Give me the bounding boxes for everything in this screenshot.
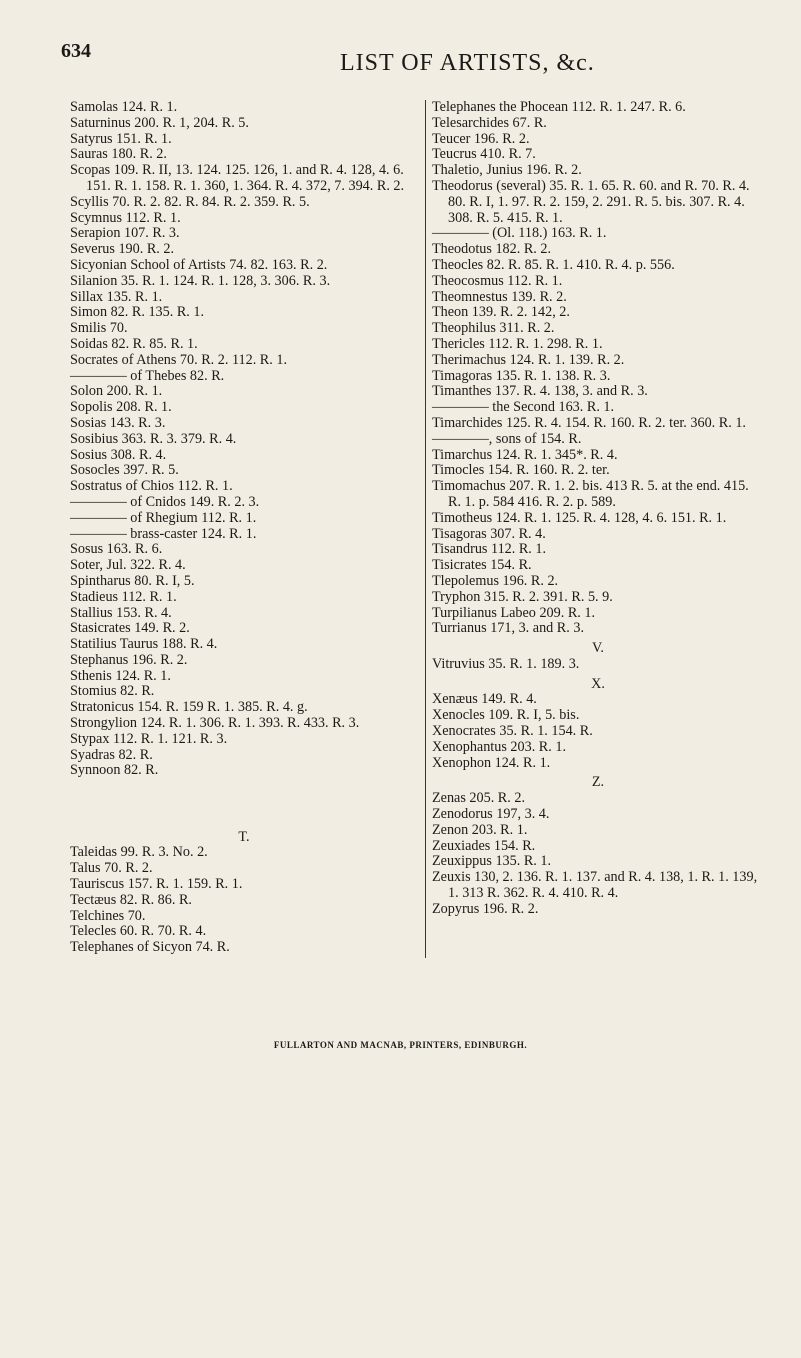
- index-entry: Telesarchides 67. R.: [432, 114, 547, 131]
- right-column: [432, 100, 764, 918]
- index-entry: Sopolis 208. R. 1.: [70, 399, 172, 416]
- index-entry: Zenodorus 197, 3. 4.: [432, 806, 550, 823]
- index-entry: Tectæus 82. R. 86. R.: [70, 891, 192, 908]
- index-entry: Timomachus 207. R. 1. 2. bis. 413 R. 5. at the end. 415. R. 1. p. 584 416. R. 2. p. 589.: [432, 478, 749, 510]
- index-entry: Tryphon 315. R. 2. 391. R. 5. 9.: [432, 588, 613, 605]
- index-entry: Xenophon 124. R. 1.: [432, 754, 551, 771]
- index-entry: Smilis 70.: [70, 320, 128, 337]
- index-entry: Scyllis 70. R. 2. 82. R. 84. R. 2. 359. R. 5.: [70, 193, 310, 210]
- index-entry: Turrianus 171, 3. and R. 3.: [432, 620, 584, 637]
- index-entry: Sicyonian School of Artists 74. 82. 163. R. 2.: [70, 256, 328, 273]
- index-entry: Syadras 82. R.: [70, 746, 153, 763]
- index-entry: Sosias 143. R. 3.: [70, 414, 166, 431]
- index-entry: Sosius 308. R. 4.: [70, 446, 167, 463]
- index-entry: Sthenis 124. R. 1.: [70, 667, 171, 684]
- index-entry: ———— the Second 163. R. 1.: [432, 399, 615, 416]
- index-entry: Scopas 109. R. II, 13. 124. 125. 126, 1. and R. 4. 128, 4. 6. 151. R. 1. 158. R. 1. 360, 1. 364. R. 4. 372, 7. 394. R. 2.: [70, 162, 405, 194]
- index-entry: ———— of Thebes 82. R.: [70, 367, 225, 384]
- index-entry: Zopyrus 196. R. 2.: [432, 900, 539, 917]
- index-entry: Stypax 112. R. 1. 121. R. 3.: [70, 730, 228, 747]
- index-entry: Tlepolemus 196. R. 2.: [432, 572, 559, 589]
- index-entry: ———— of Rhegium 112. R. 1.: [70, 509, 257, 526]
- index-entry: Telephanes of Sicyon 74. R.: [70, 939, 230, 956]
- index-entry: Thaletio, Junius 196. R. 2.: [432, 162, 582, 179]
- index-entry: Taleidas 99. R. 3. No. 2.: [70, 844, 208, 861]
- index-entry: Sauras 180. R. 2.: [70, 146, 167, 163]
- index-entry: Samolas 124. R. 1.: [70, 99, 178, 115]
- index-entry: Theomnestus 139. R. 2.: [432, 288, 567, 305]
- index-entry: Sosocles 397. R. 5.: [70, 462, 179, 479]
- index-entry: Silanion 35. R. 1. 124. R. 1. 128, 3. 306. R. 3.: [70, 272, 331, 289]
- index-entry: Telephanes the Phocean 112. R. 1. 247. R. 6.: [432, 99, 686, 115]
- index-entry: Stadieus 112. R. 1.: [70, 588, 177, 605]
- left-column: [70, 100, 418, 956]
- index-entry: Teucrus 410. R. 7.: [432, 146, 536, 163]
- column-divider: [425, 100, 426, 958]
- index-entry: Stratonicus 154. R. 159 R. 1. 385. R. 4. g.: [70, 699, 308, 716]
- index-entry: Tisandrus 112. R. 1.: [432, 541, 547, 558]
- index-entry: Theon 139. R. 2. 142, 2.: [432, 304, 570, 321]
- index-entry: Telecles 60. R. 70. R. 4.: [70, 923, 207, 940]
- index-entry: Theocosmus 112. R. 1.: [432, 272, 563, 289]
- index-entry: ————, sons of 154. R.: [432, 430, 582, 447]
- index-entry: Statilius Taurus 188. R. 4.: [70, 636, 218, 653]
- index-entry: Thericles 112. R. 1. 298. R. 1.: [432, 335, 603, 352]
- index-entry: Turpilianus Labeo 209. R. 1.: [432, 604, 596, 621]
- index-entry: Tauriscus 157. R. 1. 159. R. 1.: [70, 876, 243, 893]
- index-entry: Theodorus (several) 35. R. 1. 65. R. 60. and R. 70. R. 4. 80. R. I, 1. 97. R. 2. 159, 2. 291. R. 5. bis. 307. R. 4. 308. R. 5. 415. R. 1.: [432, 177, 750, 226]
- index-entry: Telchines 70.: [70, 907, 146, 924]
- index-entry: Socrates of Athens 70. R. 2. 112. R. 1.: [70, 351, 288, 368]
- printer-footer: FULLARTON AND MACNAB, PRINTERS, EDINBURGH.: [273, 1040, 528, 1050]
- page-number: 634: [61, 40, 91, 62]
- index-entry: Soidas 82. R. 85. R. 1.: [70, 335, 198, 352]
- index-entry: ———— (Ol. 118.) 163. R. 1.: [432, 225, 607, 242]
- index-entry: Severus 190. R. 2.: [70, 241, 175, 258]
- index-entry: Saturninus 200. R. 1, 204. R. 5.: [70, 114, 249, 131]
- index-entry: Stallius 153. R. 4.: [70, 604, 172, 621]
- letter-heading: T.: [238, 828, 250, 845]
- index-entry: Sosus 163. R. 6.: [70, 541, 163, 558]
- index-entry: Spintharus 80. R. I, 5.: [70, 572, 195, 589]
- index-entry: Tisicrates 154. R.: [432, 557, 532, 574]
- index-entry: Stomius 82. R.: [70, 683, 155, 700]
- index-entry: Xenocles 109. R. I, 5. bis.: [432, 707, 580, 724]
- letter-heading: V.: [592, 640, 604, 657]
- section-gap: [70, 793, 418, 815]
- index-entry: Timanthes 137. R. 4. 138, 3. and R. 3.: [432, 383, 648, 400]
- index-entry: Zeuxis 130, 2. 136. R. 1. 137. and R. 4. 138, 1. R. 1. 139, 1. 313 R. 362. R. 4. 410. R. 4.: [432, 869, 758, 902]
- letter-heading: Z.: [591, 774, 605, 791]
- index-entry: Serapion 107. R. 3.: [70, 225, 180, 242]
- index-entry: Zeuxiades 154. R.: [432, 837, 536, 854]
- index-entry: Xenæus 149. R. 4.: [432, 691, 537, 708]
- index-entry: Tisagoras 307. R. 4.: [432, 525, 546, 542]
- index-entry: Zenon 203. R. 1.: [432, 821, 528, 838]
- running-header: LIST OF ARTISTS, &c.: [340, 50, 595, 76]
- index-entry: Solon 200. R. 1.: [70, 383, 163, 400]
- index-entry: Theodotus 182. R. 2.: [432, 241, 552, 258]
- index-entry: Xenocrates 35. R. 1. 154. R.: [432, 723, 593, 740]
- index-entry: Timotheus 124. R. 1. 125. R. 4. 128, 4. 6. 151. R. 1.: [432, 509, 727, 526]
- index-entry: Stasicrates 149. R. 2.: [70, 620, 190, 637]
- index-entry: Sosibius 363. R. 3. 379. R. 4.: [70, 430, 237, 447]
- letter-heading: X.: [591, 675, 605, 692]
- index-entry: Scymnus 112. R. 1.: [70, 209, 181, 226]
- index-entry: Therimachus 124. R. 1. 139. R. 2.: [432, 351, 625, 368]
- index-entry: Zeuxippus 135. R. 1.: [432, 853, 552, 870]
- index-entry: Satyrus 151. R. 1.: [70, 130, 172, 147]
- index-entry: ———— brass-caster 124. R. 1.: [70, 525, 257, 542]
- index-entry: Simon 82. R. 135. R. 1.: [70, 304, 205, 321]
- index-entry: Sillax 135. R. 1.: [70, 288, 163, 305]
- index-entry: Talus 70. R. 2.: [70, 860, 153, 877]
- index-entry: Timarchides 125. R. 4. 154. R. 160. R. 2. ter. 360. R. 1.: [432, 414, 746, 431]
- index-entry: Timarchus 124. R. 1. 345*. R. 4.: [432, 446, 618, 463]
- index-entry: Vitruvius 35. R. 1. 189. 3.: [432, 655, 580, 672]
- index-entry: ———— of Cnidos 149. R. 2. 3.: [70, 493, 260, 510]
- index-entry: Synnoon 82. R.: [70, 762, 159, 779]
- index-entry: Soter, Jul. 322. R. 4.: [70, 557, 186, 574]
- index-entry: Sostratus of Chios 112. R. 1.: [70, 478, 233, 495]
- index-entry: Teucer 196. R. 2.: [432, 130, 530, 147]
- index-entry: Strongylion 124. R. 1. 306. R. 1. 393. R. 433. R. 3.: [70, 715, 360, 732]
- index-entry: Theocles 82. R. 85. R. 1. 410. R. 4. p. 556.: [432, 256, 675, 273]
- index-entry: Xenophantus 203. R. 1.: [432, 738, 566, 755]
- index-entry: Timocles 154. R. 160. R. 2. ter.: [432, 462, 610, 479]
- index-entry: Stephanus 196. R. 2.: [70, 651, 188, 668]
- index-entry: Zenas 205. R. 2.: [432, 790, 525, 807]
- index-entry: Theophilus 311. R. 2.: [432, 320, 555, 337]
- index-entry: Timagoras 135. R. 1. 138. R. 3.: [432, 367, 611, 384]
